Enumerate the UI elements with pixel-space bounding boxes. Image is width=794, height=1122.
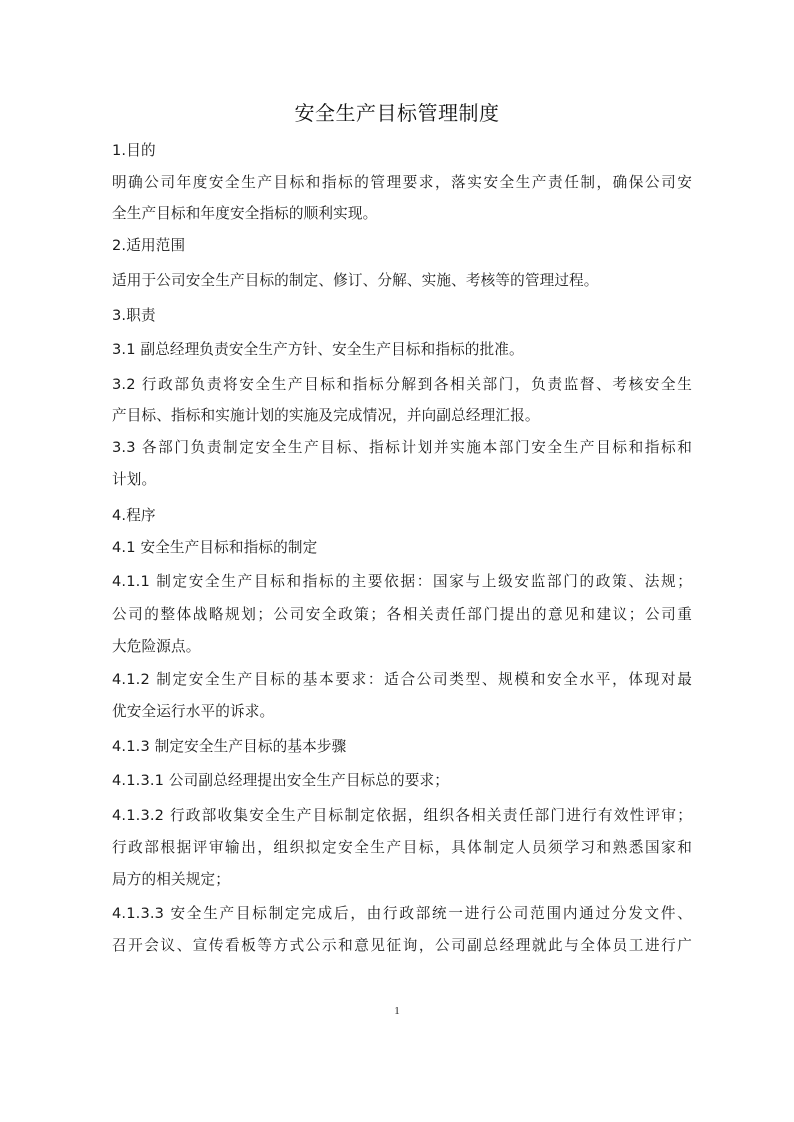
clause-4-1-3-1: 4.1.3.1 公司副总经理提出安全生产目标总的要求；: [112, 772, 450, 789]
section-heading-responsibilities: 3.职责: [112, 307, 156, 324]
body-text-line: 大危险源点。: [112, 638, 201, 655]
body-text-line: 行政部根据评审输出，组织拟定安全生产目标，具体制定人员须学习和熟悉国家和: [112, 839, 692, 856]
clause-3-1: 3.1 副总经理负责安全生产方针、安全生产目标和指标的批准。: [112, 341, 524, 358]
clause-3-3: 3.3 各部门负责制定安全生产目标、指标计划并实施本部门安全生产目标和指标和: [112, 439, 692, 456]
body-text-line: 适用于公司安全生产目标的制定、修订、分解、实施、考核等的管理过程。: [112, 272, 599, 289]
section-heading-procedure: 4.程序: [112, 507, 156, 524]
body-text-line: 优安全运行水平的诉求。: [112, 703, 275, 720]
body-text-line: 产目标、指标和实施计划的实施及完成情况，并向副总经理汇报。: [112, 407, 540, 424]
clause-3-2: 3.2 行政部负责将安全生产目标和指标分解到各相关部门，负责监督、考核安全生: [112, 376, 692, 393]
body-text-line: 局方的相关规定；: [112, 871, 230, 888]
body-text-line: 公司的整体战略规划；公司安全政策；各相关责任部门提出的意见和建议；公司重: [112, 606, 692, 623]
clause-4-1-3-3: 4.1.3.3 安全生产目标制定完成后，由行政部统一进行公司范围内通过分发文件、: [112, 905, 692, 922]
section-heading-purpose: 1.目的: [112, 142, 156, 159]
clause-4-1-2: 4.1.2 制定安全生产目标的基本要求：适合公司类型、规模和安全水平，体现对最: [112, 671, 692, 688]
document-title: 安全生产目标管理制度: [294, 101, 500, 125]
body-text-line: 明确公司年度安全生产目标和指标的管理要求，落实安全生产责任制，确保公司安: [112, 174, 692, 191]
body-text-line: 全生产目标和年度安全指标的顺利实现。: [112, 205, 378, 222]
clause-4-1: 4.1 安全生产目标和指标的制定: [112, 539, 318, 556]
clause-4-1-1: 4.1.1 制定安全生产目标和指标的主要依据：国家与上级安监部门的政策、法规；: [112, 573, 692, 590]
body-text-line: 召开会议、宣传看板等方式公示和意见征询，公司副总经理就此与全体员工进行广: [112, 937, 692, 954]
page-number: 1: [394, 1005, 400, 1017]
clause-4-1-3: 4.1.3 制定安全生产目标的基本步骤: [112, 738, 347, 755]
clause-4-1-3-2: 4.1.3.2 行政部收集安全生产目标制定依据，组织各相关责任部门进行有效性评审；: [112, 807, 692, 824]
section-heading-scope: 2.适用范围: [112, 237, 186, 254]
body-text-line: 计划。: [112, 471, 157, 488]
